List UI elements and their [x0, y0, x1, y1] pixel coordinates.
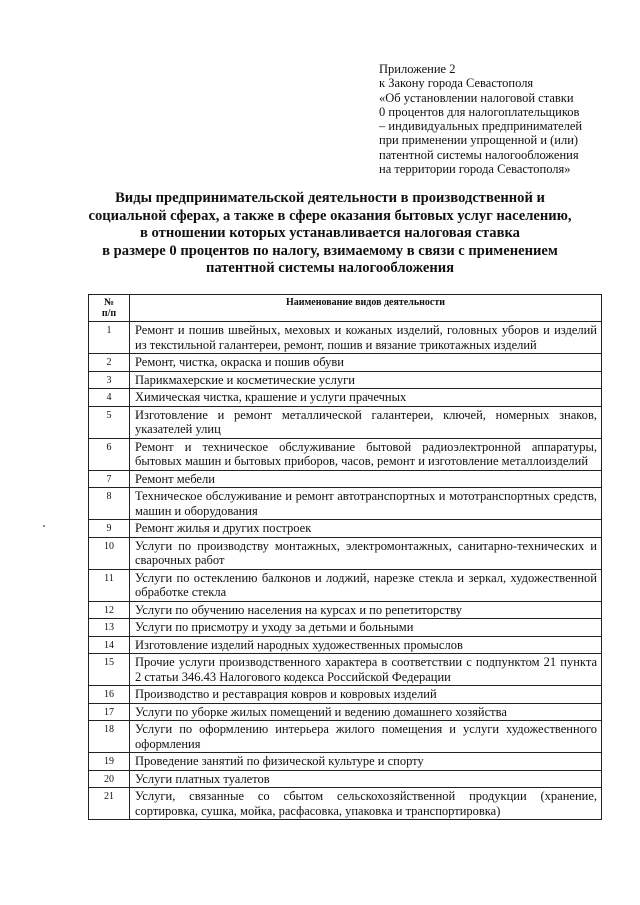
- row-number: 9: [89, 520, 130, 538]
- appendix-line: на территории города Севастополя»: [379, 162, 571, 177]
- table-row: [89, 371, 602, 389]
- table-row: [89, 470, 602, 488]
- activity-name: Ремонт жилья и других построек: [130, 520, 602, 538]
- table-row: [89, 537, 602, 569]
- title-line: Виды предпринимательской деятельности в производственной и: [115, 190, 545, 206]
- row-number: 10: [89, 537, 130, 569]
- table-row: [89, 721, 602, 753]
- activities-table: [88, 294, 602, 820]
- table-row: [89, 753, 602, 771]
- activity-name: Услуги по производству монтажных, электромонтажных, санитарно-технических и сварочных работ: [130, 537, 602, 569]
- appendix-line: к Закону города Севастополя: [379, 76, 534, 91]
- activity-name: Ремонт и техническое обслуживание бытовой радиоэлектронной аппаратуры, бытовых машин и бытовых приборов, часов, ремонт и изготовление металлоизделий: [130, 438, 602, 470]
- number-column-header: [89, 295, 130, 322]
- appendix-line: Приложение 2: [379, 62, 456, 76]
- row-number: 6: [89, 438, 130, 470]
- activity-name: Ремонт мебели: [130, 470, 602, 488]
- appendix-reference: [379, 62, 619, 176]
- number-header-line: п/п: [101, 308, 117, 319]
- activity-name: Ремонт и пошив швейных, меховых и кожаных изделий, головных уборов и изделий из текстильной галантереи, ремонт, пошив и вязание трикотажных изделий: [130, 322, 602, 354]
- appendix-line: при применении упрощенной и (или): [379, 133, 579, 148]
- table-header-row: [89, 295, 602, 322]
- activity-name: Изготовление и ремонт металлической галантереи, ключей, номерных знаков, указателей улиц: [130, 406, 602, 438]
- table-row: [89, 389, 602, 407]
- appendix-line: патентной системы налогообложения: [379, 147, 579, 162]
- scan-speck: [43, 525, 45, 527]
- row-number: 1: [89, 322, 130, 354]
- row-number: 17: [89, 703, 130, 721]
- activity-name: Услуги по уборке жилых помещений и ведению домашнего хозяйства: [130, 703, 602, 721]
- table-row: [89, 354, 602, 372]
- table-row: [89, 788, 602, 820]
- activity-name: Производство и реставрация ковров и ковровых изделий: [130, 686, 602, 704]
- table-row: [89, 686, 602, 704]
- title-line: патентной системы налогообложения: [205, 260, 455, 277]
- row-number: 15: [89, 654, 130, 686]
- activity-name: Прочие услуги производственного характера в соответствии с подпунктом 21 пункта 2 статьи 346.43 Налогового кодекса Российской Федерации: [130, 654, 602, 686]
- document-title: [70, 190, 590, 278]
- row-number: 13: [89, 619, 130, 637]
- activity-name: Услуги по присмотру и уходу за детьми и больными: [130, 619, 602, 637]
- row-number: 3: [89, 371, 130, 389]
- table-row: [89, 601, 602, 619]
- row-number: 16: [89, 686, 130, 704]
- activity-name: Изготовление изделий народных художественных промыслов: [130, 636, 602, 654]
- activity-name: Парикмахерские и косметические услуги: [130, 371, 602, 389]
- appendix-line: «Об установлении налоговой ставки: [379, 90, 574, 105]
- table-row: [89, 488, 602, 520]
- row-number: 21: [89, 788, 130, 820]
- activity-name: Услуги по оформлению интерьера жилого помещения и услуги художественного оформления: [130, 721, 602, 753]
- table-row: [89, 406, 602, 438]
- appendix-line: 0 процентов для налогоплательщиков: [379, 104, 580, 119]
- row-number: 19: [89, 753, 130, 771]
- table-row: [89, 569, 602, 601]
- table-row: [89, 703, 602, 721]
- title-line: социальной сферах, а также в сфере оказания бытовых услуг населению,: [88, 207, 572, 224]
- activity-name: Техническое обслуживание и ремонт автотранспортных и мототранспортных средств, машин и оборудования: [130, 488, 602, 520]
- row-number: 20: [89, 770, 130, 788]
- activity-name: Химическая чистка, крашение и услуги прачечных: [130, 389, 602, 407]
- row-number: 5: [89, 406, 130, 438]
- title-line: в отношении которых устанавливается налоговая ставка: [140, 225, 520, 242]
- table-row: [89, 619, 602, 637]
- table-row: [89, 654, 602, 686]
- activity-name: Проведение занятий по физической культуре и спорту: [130, 753, 602, 771]
- row-number: 8: [89, 488, 130, 520]
- activity-name: Услуги по обучению населения на курсах и по репетиторству: [130, 601, 602, 619]
- table-row: [89, 438, 602, 470]
- number-header-line: №: [103, 297, 115, 308]
- table-row: [89, 322, 602, 354]
- title-line: в размере 0 процентов по налогу, взимаемому в связи с применением: [102, 242, 558, 259]
- row-number: 2: [89, 354, 130, 372]
- row-number: 18: [89, 721, 130, 753]
- appendix-line: – индивидуальных предпринимателей: [379, 119, 583, 134]
- row-number: 11: [89, 569, 130, 601]
- activity-name: Ремонт, чистка, окраска и пошив обуви: [130, 354, 602, 372]
- row-number: 14: [89, 636, 130, 654]
- row-number: 4: [89, 389, 130, 407]
- row-number: 12: [89, 601, 130, 619]
- table-row: [89, 520, 602, 538]
- name-column-header: Наименование видов деятельности: [130, 295, 602, 322]
- activity-name: Услуги, связанные со сбытом сельскохозяйственной продукции (хранение, сортировка, сушка, мойка, расфасовка, упаковка и транспортировка): [130, 788, 602, 820]
- activity-name: Услуги по остеклению балконов и лоджий, нарезке стекла и зеркал, художественной обработке стекла: [130, 569, 602, 601]
- table-row: [89, 636, 602, 654]
- activity-name: Услуги платных туалетов: [130, 770, 602, 788]
- table-row: [89, 770, 602, 788]
- row-number: 7: [89, 470, 130, 488]
